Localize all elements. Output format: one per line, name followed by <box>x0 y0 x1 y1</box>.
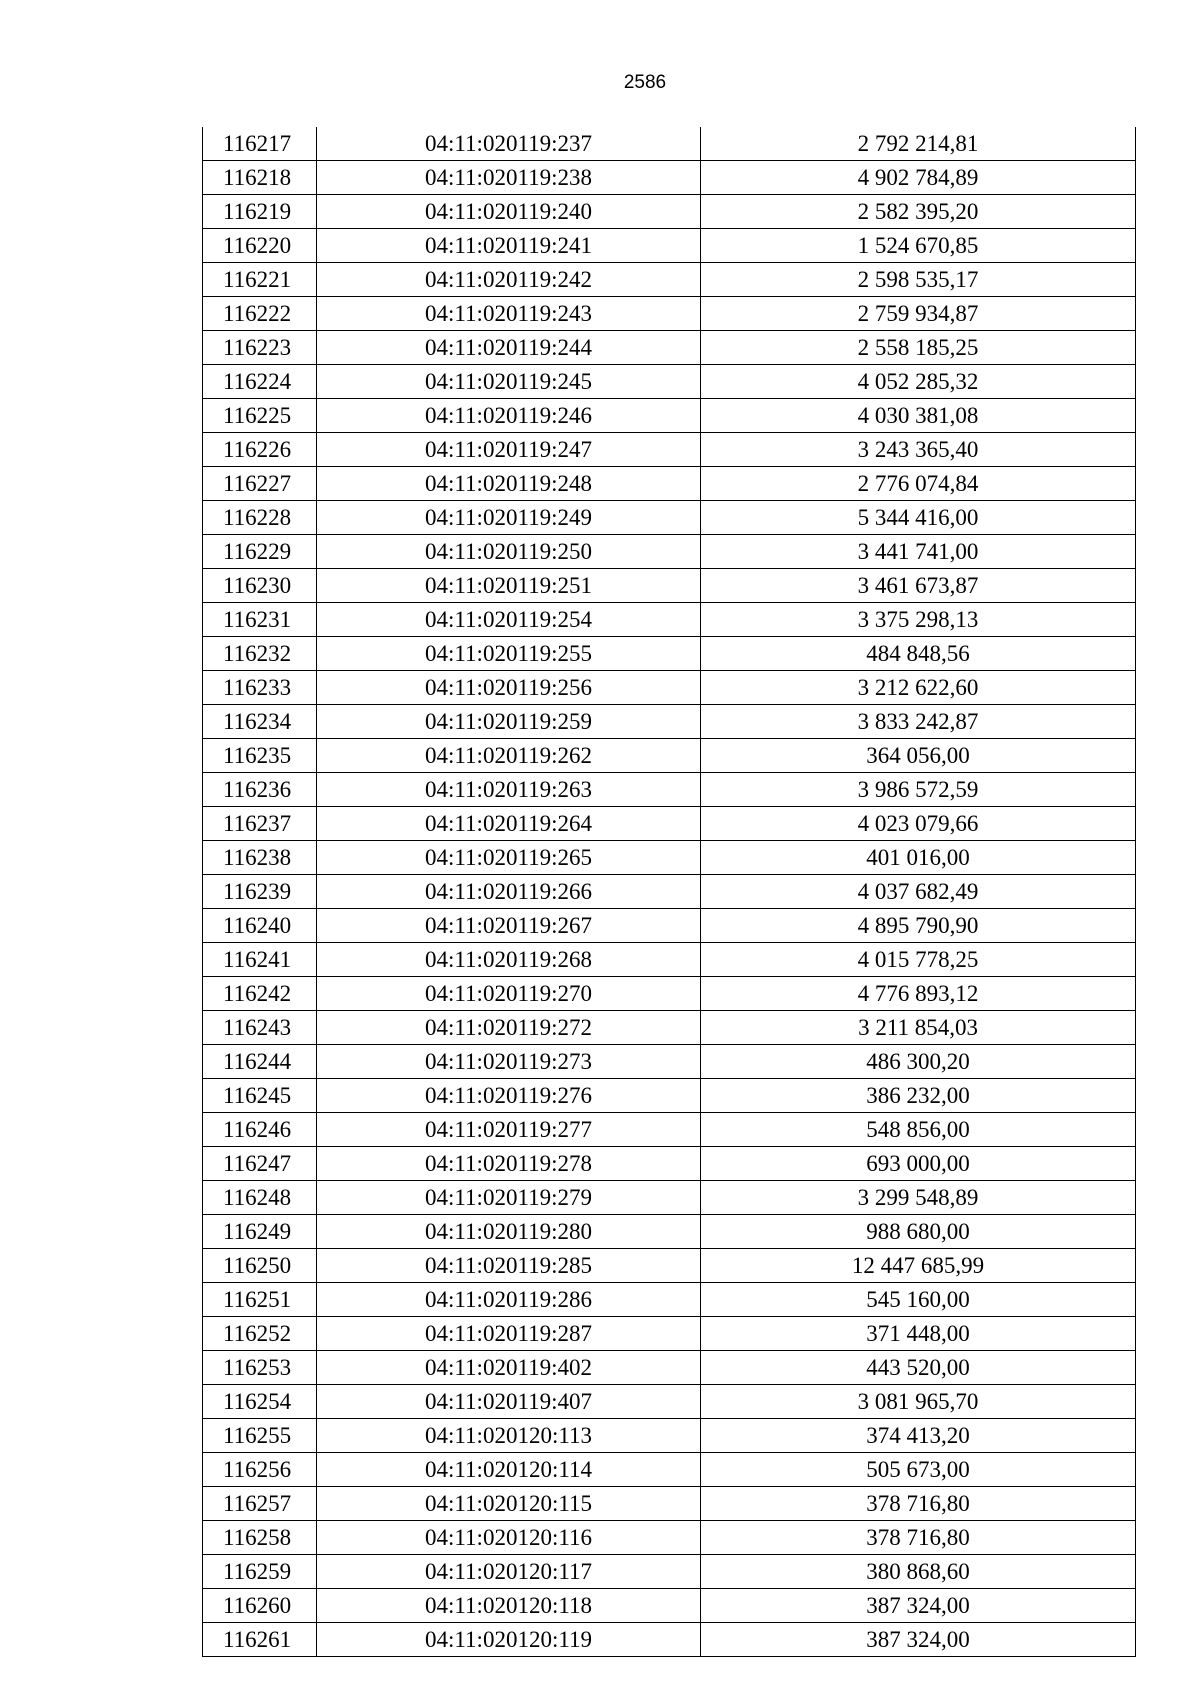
table-row <box>203 1283 1136 1317</box>
cadastral-value-cell: 2 598 535,17 <box>701 263 1136 297</box>
row-number-cell: 116223 <box>203 331 317 365</box>
row-number-cell: 116224 <box>203 365 317 399</box>
cadastral-number-cell: 04:11:020119:244 <box>316 331 700 365</box>
table-row <box>203 365 1136 399</box>
cadastral-value-cell: 3 081 965,70 <box>701 1385 1136 1419</box>
row-number-cell: 116240 <box>203 909 317 943</box>
cadastral-number-cell: 04:11:020120:116 <box>316 1521 700 1555</box>
row-number-cell: 116227 <box>203 467 317 501</box>
cadastral-number-cell: 04:11:020119:267 <box>316 909 700 943</box>
cadastral-value-cell: 3 441 741,00 <box>701 535 1136 569</box>
table-row <box>203 1113 1136 1147</box>
table-row <box>203 535 1136 569</box>
row-number-cell: 116234 <box>203 705 317 739</box>
cadastral-value-cell: 545 160,00 <box>701 1283 1136 1317</box>
cadastral-number-cell: 04:11:020119:247 <box>316 433 700 467</box>
row-number-cell: 116228 <box>203 501 317 535</box>
cadastral-number-cell: 04:11:020119:242 <box>316 263 700 297</box>
cadastral-number-cell: 04:11:020119:246 <box>316 399 700 433</box>
cadastral-value-cell: 3 211 854,03 <box>701 1011 1136 1045</box>
cadastral-number-cell: 04:11:020120:113 <box>316 1419 700 1453</box>
row-number-cell: 116233 <box>203 671 317 705</box>
row-number-cell: 116222 <box>203 297 317 331</box>
cadastral-number-cell: 04:11:020119:250 <box>316 535 700 569</box>
cadastral-value-cell: 3 986 572,59 <box>701 773 1136 807</box>
row-number-cell: 116226 <box>203 433 317 467</box>
row-number-cell: 116246 <box>203 1113 317 1147</box>
cadastral-number-cell: 04:11:020119:278 <box>316 1147 700 1181</box>
table-row <box>203 1351 1136 1385</box>
table-row <box>203 1453 1136 1487</box>
table-row <box>203 501 1136 535</box>
row-number-cell: 116251 <box>203 1283 317 1317</box>
row-number-cell: 116255 <box>203 1419 317 1453</box>
table-row <box>203 161 1136 195</box>
table-row <box>203 467 1136 501</box>
cadastral-number-cell: 04:11:020119:249 <box>316 501 700 535</box>
cadastral-value-cell: 4 030 381,08 <box>701 399 1136 433</box>
cadastral-number-cell: 04:11:020119:277 <box>316 1113 700 1147</box>
cadastral-value-cell: 2 558 185,25 <box>701 331 1136 365</box>
cadastral-number-cell: 04:11:020119:402 <box>316 1351 700 1385</box>
cadastral-number-cell: 04:11:020119:254 <box>316 603 700 637</box>
row-number-cell: 116232 <box>203 637 317 671</box>
cadastral-value-cell: 4 037 682,49 <box>701 875 1136 909</box>
table-row <box>203 1215 1136 1249</box>
table-row <box>203 909 1136 943</box>
row-number-cell: 116254 <box>203 1385 317 1419</box>
cadastral-value-cell: 12 447 685,99 <box>701 1249 1136 1283</box>
table-row <box>203 1079 1136 1113</box>
table-row <box>203 1317 1136 1351</box>
table-row <box>203 1045 1136 1079</box>
cadastral-value-cell: 380 868,60 <box>701 1555 1136 1589</box>
cadastral-value-cell: 3 375 298,13 <box>701 603 1136 637</box>
cadastral-number-cell: 04:11:020119:280 <box>316 1215 700 1249</box>
row-number-cell: 116218 <box>203 161 317 195</box>
cadastral-number-cell: 04:11:020119:238 <box>316 161 700 195</box>
row-number-cell: 116253 <box>203 1351 317 1385</box>
cadastral-value-cell: 3 243 365,40 <box>701 433 1136 467</box>
table-row <box>203 1011 1136 1045</box>
row-number-cell: 116241 <box>203 943 317 977</box>
cadastral-number-cell: 04:11:020119:272 <box>316 1011 700 1045</box>
row-number-cell: 116260 <box>203 1589 317 1623</box>
table-row <box>203 977 1136 1011</box>
table-row <box>203 1181 1136 1215</box>
cadastral-value-cell: 3 299 548,89 <box>701 1181 1136 1215</box>
row-number-cell: 116237 <box>203 807 317 841</box>
cadastral-value-cell: 2 759 934,87 <box>701 297 1136 331</box>
cadastral-number-cell: 04:11:020119:279 <box>316 1181 700 1215</box>
cadastral-number-cell: 04:11:020119:251 <box>316 569 700 603</box>
cadastral-number-cell: 04:11:020119:276 <box>316 1079 700 1113</box>
cadastral-value-cell: 5 344 416,00 <box>701 501 1136 535</box>
cadastral-value-cell: 387 324,00 <box>701 1589 1136 1623</box>
cadastral-number-cell: 04:11:020119:285 <box>316 1249 700 1283</box>
cadastral-value-cell: 371 448,00 <box>701 1317 1136 1351</box>
cadastral-number-cell: 04:11:020119:262 <box>316 739 700 773</box>
table-row <box>203 1555 1136 1589</box>
row-number-cell: 116231 <box>203 603 317 637</box>
table-row <box>203 1385 1136 1419</box>
cadastral-value-cell: 3 212 622,60 <box>701 671 1136 705</box>
row-number-cell: 116244 <box>203 1045 317 1079</box>
table-row <box>203 807 1136 841</box>
row-number-cell: 116259 <box>203 1555 317 1589</box>
table-row <box>203 331 1136 365</box>
cadastral-value-cell: 4 052 285,32 <box>701 365 1136 399</box>
cadastral-value-cell: 1 524 670,85 <box>701 229 1136 263</box>
row-number-cell: 116257 <box>203 1487 317 1521</box>
table-row <box>203 637 1136 671</box>
cadastral-value-cell: 386 232,00 <box>701 1079 1136 1113</box>
cadastral-number-cell: 04:11:020119:270 <box>316 977 700 1011</box>
table-row <box>203 127 1136 161</box>
row-number-cell: 116247 <box>203 1147 317 1181</box>
cadastral-value-cell: 548 856,00 <box>701 1113 1136 1147</box>
table-row <box>203 1623 1136 1657</box>
cadastral-number-cell: 04:11:020119:259 <box>316 705 700 739</box>
cadastral-value-cell: 4 776 893,12 <box>701 977 1136 1011</box>
table-row <box>203 671 1136 705</box>
cadastral-value-cell: 2 792 214,81 <box>701 127 1136 161</box>
cadastral-number-cell: 04:11:020119:264 <box>316 807 700 841</box>
cadastral-value-cell: 484 848,56 <box>701 637 1136 671</box>
cadastral-number-cell: 04:11:020120:118 <box>316 1589 700 1623</box>
cadastral-number-cell: 04:11:020120:117 <box>316 1555 700 1589</box>
table-row <box>203 297 1136 331</box>
cadastral-number-cell: 04:11:020120:115 <box>316 1487 700 1521</box>
cadastral-value-cell: 486 300,20 <box>701 1045 1136 1079</box>
table-row <box>203 1249 1136 1283</box>
cadastral-value-cell: 2 582 395,20 <box>701 195 1136 229</box>
row-number-cell: 116249 <box>203 1215 317 1249</box>
cadastral-value-cell: 364 056,00 <box>701 739 1136 773</box>
cadastral-number-cell: 04:11:020119:241 <box>316 229 700 263</box>
cadastral-number-cell: 04:11:020119:268 <box>316 943 700 977</box>
cadastral-number-cell: 04:11:020119:248 <box>316 467 700 501</box>
cadastral-value-cell: 988 680,00 <box>701 1215 1136 1249</box>
cadastral-value-cell: 3 461 673,87 <box>701 569 1136 603</box>
row-number-cell: 116258 <box>203 1521 317 1555</box>
cadastral-number-cell: 04:11:020119:273 <box>316 1045 700 1079</box>
cadastral-number-cell: 04:11:020119:240 <box>316 195 700 229</box>
table-row <box>203 773 1136 807</box>
row-number-cell: 116238 <box>203 841 317 875</box>
cadastral-value-cell: 4 902 784,89 <box>701 161 1136 195</box>
table-row <box>203 1147 1136 1181</box>
cadastral-value-cell: 387 324,00 <box>701 1623 1136 1657</box>
row-number-cell: 116239 <box>203 875 317 909</box>
cadastral-value-cell: 378 716,80 <box>701 1487 1136 1521</box>
cadastral-number-cell: 04:11:020119:255 <box>316 637 700 671</box>
cadastral-number-cell: 04:11:020119:256 <box>316 671 700 705</box>
table-row <box>203 1487 1136 1521</box>
table-row <box>203 1521 1136 1555</box>
row-number-cell: 116252 <box>203 1317 317 1351</box>
cadastral-value-table <box>202 127 1136 1657</box>
row-number-cell: 116256 <box>203 1453 317 1487</box>
cadastral-number-cell: 04:11:020120:114 <box>316 1453 700 1487</box>
cadastral-number-cell: 04:11:020119:266 <box>316 875 700 909</box>
cadastral-number-cell: 04:11:020119:286 <box>316 1283 700 1317</box>
row-number-cell: 116248 <box>203 1181 317 1215</box>
table-row <box>203 705 1136 739</box>
table-row <box>203 1589 1136 1623</box>
cadastral-number-cell: 04:11:020119:263 <box>316 773 700 807</box>
row-number-cell: 116243 <box>203 1011 317 1045</box>
row-number-cell: 116245 <box>203 1079 317 1113</box>
row-number-cell: 116242 <box>203 977 317 1011</box>
cadastral-value-cell: 4 895 790,90 <box>701 909 1136 943</box>
table-row <box>203 739 1136 773</box>
cadastral-number-cell: 04:11:020119:287 <box>316 1317 700 1351</box>
cadastral-number-cell: 04:11:020119:265 <box>316 841 700 875</box>
row-number-cell: 116217 <box>203 127 317 161</box>
table-row <box>203 229 1136 263</box>
table-row <box>203 875 1136 909</box>
table-body <box>203 127 1136 1657</box>
table-row <box>203 263 1136 297</box>
cadastral-value-cell: 401 016,00 <box>701 841 1136 875</box>
row-number-cell: 116225 <box>203 399 317 433</box>
table-row <box>203 195 1136 229</box>
cadastral-value-cell: 4 023 079,66 <box>701 807 1136 841</box>
cadastral-value-cell: 3 833 242,87 <box>701 705 1136 739</box>
table-row <box>203 603 1136 637</box>
cadastral-number-cell: 04:11:020119:245 <box>316 365 700 399</box>
row-number-cell: 116250 <box>203 1249 317 1283</box>
table-row <box>203 569 1136 603</box>
row-number-cell: 116236 <box>203 773 317 807</box>
cadastral-number-cell: 04:11:020119:237 <box>316 127 700 161</box>
row-number-cell: 116221 <box>203 263 317 297</box>
row-number-cell: 116235 <box>203 739 317 773</box>
row-number-cell: 116230 <box>203 569 317 603</box>
table-row <box>203 433 1136 467</box>
cadastral-value-cell: 2 776 074,84 <box>701 467 1136 501</box>
row-number-cell: 116261 <box>203 1623 317 1657</box>
table-row <box>203 1419 1136 1453</box>
cadastral-value-cell: 4 015 778,25 <box>701 943 1136 977</box>
cadastral-value-cell: 378 716,80 <box>701 1521 1136 1555</box>
cadastral-number-cell: 04:11:020119:407 <box>316 1385 700 1419</box>
cadastral-value-cell: 443 520,00 <box>701 1351 1136 1385</box>
cadastral-value-cell: 374 413,20 <box>701 1419 1136 1453</box>
cadastral-number-cell: 04:11:020120:119 <box>316 1623 700 1657</box>
row-number-cell: 116219 <box>203 195 317 229</box>
table-row <box>203 841 1136 875</box>
row-number-cell: 116220 <box>203 229 317 263</box>
table-row <box>203 943 1136 977</box>
row-number-cell: 116229 <box>203 535 317 569</box>
table-row <box>203 399 1136 433</box>
cadastral-number-cell: 04:11:020119:243 <box>316 297 700 331</box>
cadastral-value-cell: 505 673,00 <box>701 1453 1136 1487</box>
cadastral-value-cell: 693 000,00 <box>701 1147 1136 1181</box>
page-number: 2586 <box>623 72 667 93</box>
